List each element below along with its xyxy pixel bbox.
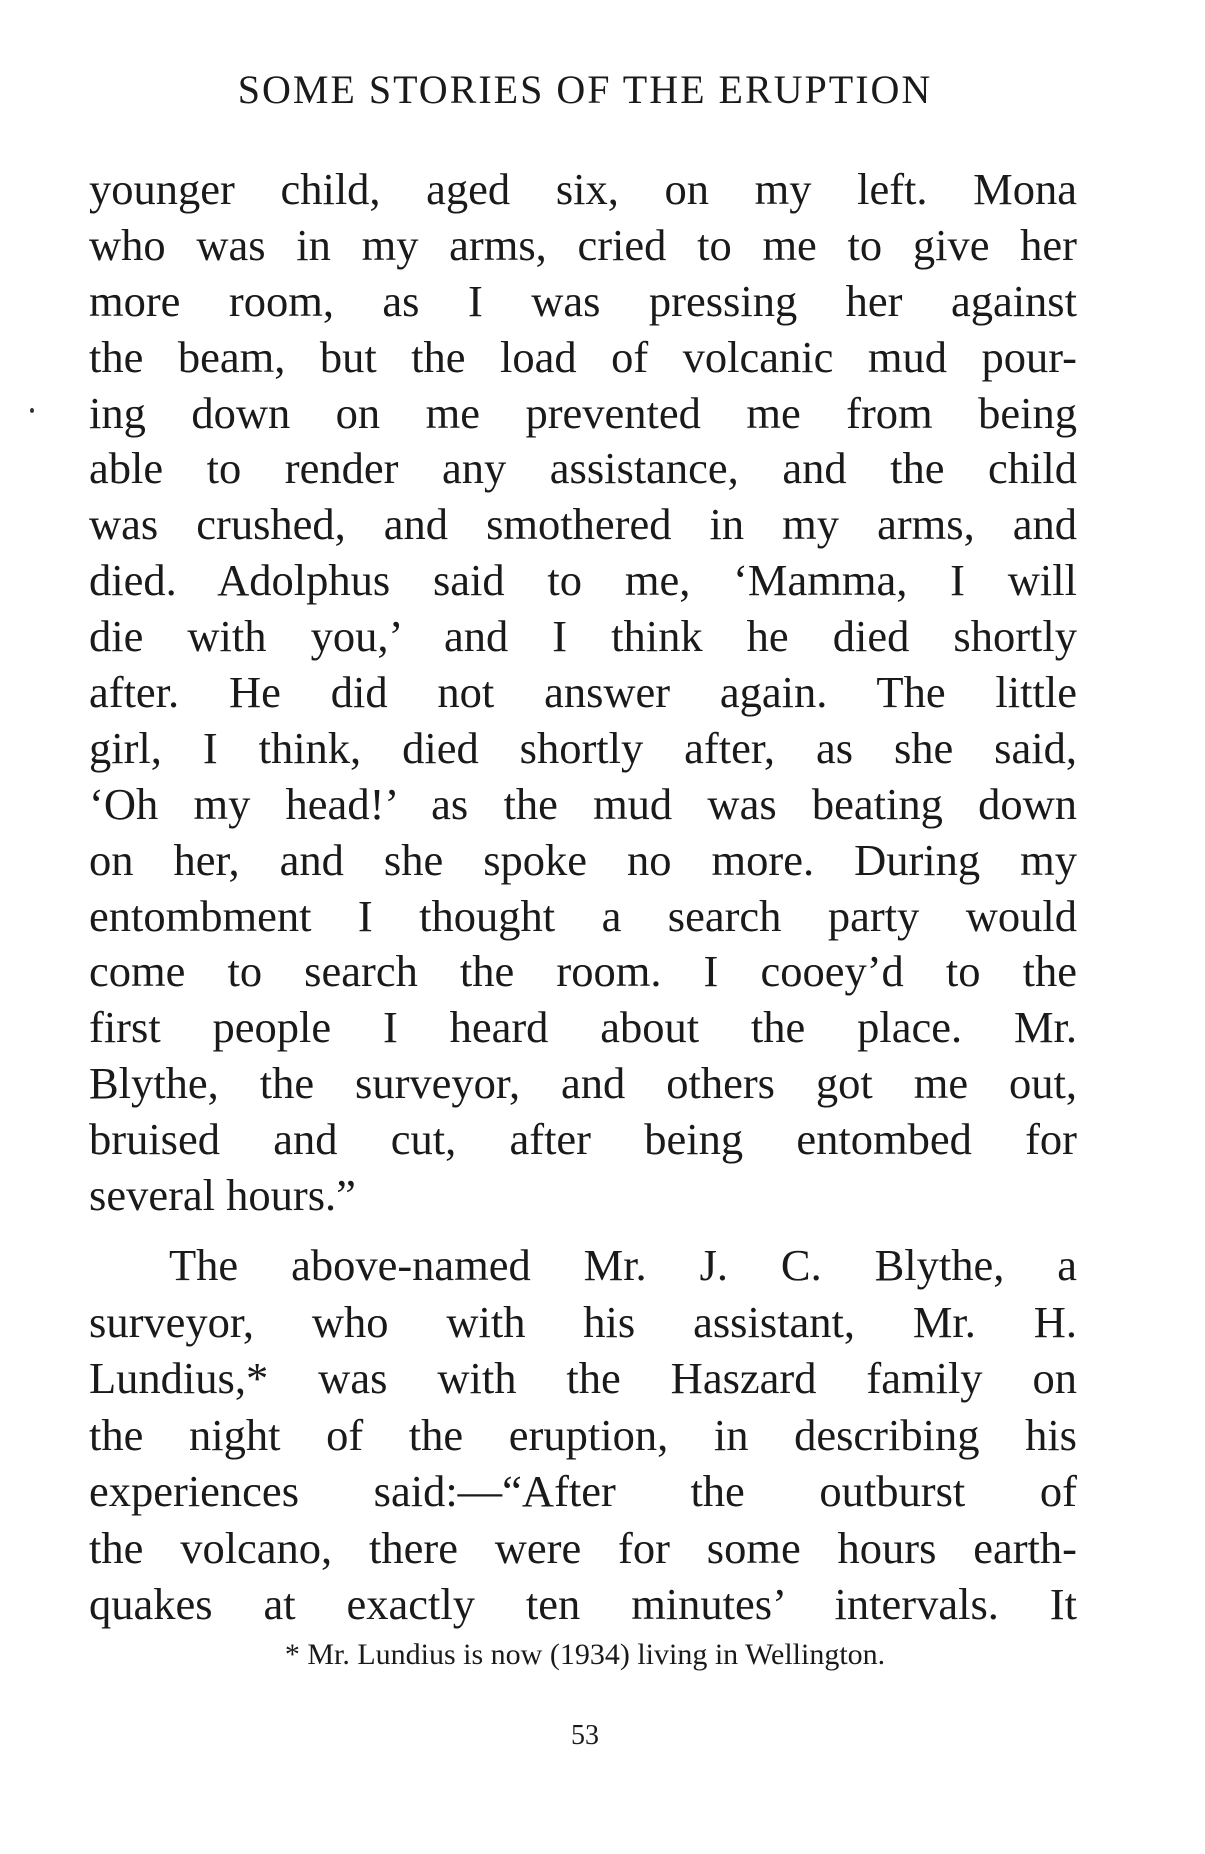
text-line: died. Adolphus said to me, ‘Mamma, I will	[89, 555, 1077, 606]
text-line: several hours.”	[89, 1170, 356, 1221]
text-line: bruised and cut, after being entombed for	[89, 1114, 1077, 1165]
text-line: quakes at exactly ten minutes’ intervals. It	[89, 1579, 1077, 1629]
footnote: * Mr. Lundius is now (1934) living in Wellington.	[284, 1638, 886, 1671]
text-line: after. He did not answer again. The little	[89, 667, 1077, 718]
paragraph-1	[89, 162, 1077, 1224]
text-line: first people I heard about the place. Mr.	[89, 1002, 1077, 1053]
text-line: on her, and she spoke no more. During my	[89, 834, 1077, 885]
text-line: Blythe, the surveyor, and others got me out,	[89, 1058, 1077, 1109]
text-line: Lundius,* was with the Haszard family on	[89, 1353, 1077, 1403]
text-line: die with you,’ and I think he died shortly	[89, 611, 1077, 662]
text-line: the volcano, there were for some hours earth-	[89, 1522, 1077, 1573]
paragraph-2	[89, 1237, 1077, 1633]
text-line: more room, as I was pressing her against	[89, 275, 1077, 326]
text-line: younger child, aged six, on my left. Mona	[89, 164, 1077, 214]
text-line: was crushed, and smothered in my arms, and	[89, 499, 1077, 550]
page-number: 53	[571, 1720, 599, 1751]
text-line: who was in my arms, cried to me to give her	[89, 219, 1077, 270]
text-line: come to search the room. I cooey’d to the	[89, 946, 1077, 997]
text-line: entombment I thought a search party would	[89, 890, 1077, 941]
text-line: able to render any assistance, and the child	[89, 443, 1077, 494]
text-line: surveyor, who with his assistant, Mr. H.	[89, 1296, 1077, 1347]
text-line: the night of the eruption, in describing his	[89, 1409, 1077, 1460]
margin-speck	[30, 408, 34, 413]
text-line: ing down on me prevented me from being	[89, 387, 1077, 438]
text-line: ‘Oh my head!’ as the mud was beating down	[89, 778, 1077, 829]
running-head: SOME STORIES OF THE ERUPTION	[237, 67, 933, 112]
text-line: experiences said:—“After the outburst of	[89, 1466, 1077, 1516]
text-line: the beam, but the load of volcanic mud pour-	[89, 331, 1077, 382]
text-line: The above-named Mr. J. C. Blythe, a	[169, 1240, 1077, 1290]
text-line: girl, I think, died shortly after, as she said,	[89, 722, 1077, 773]
